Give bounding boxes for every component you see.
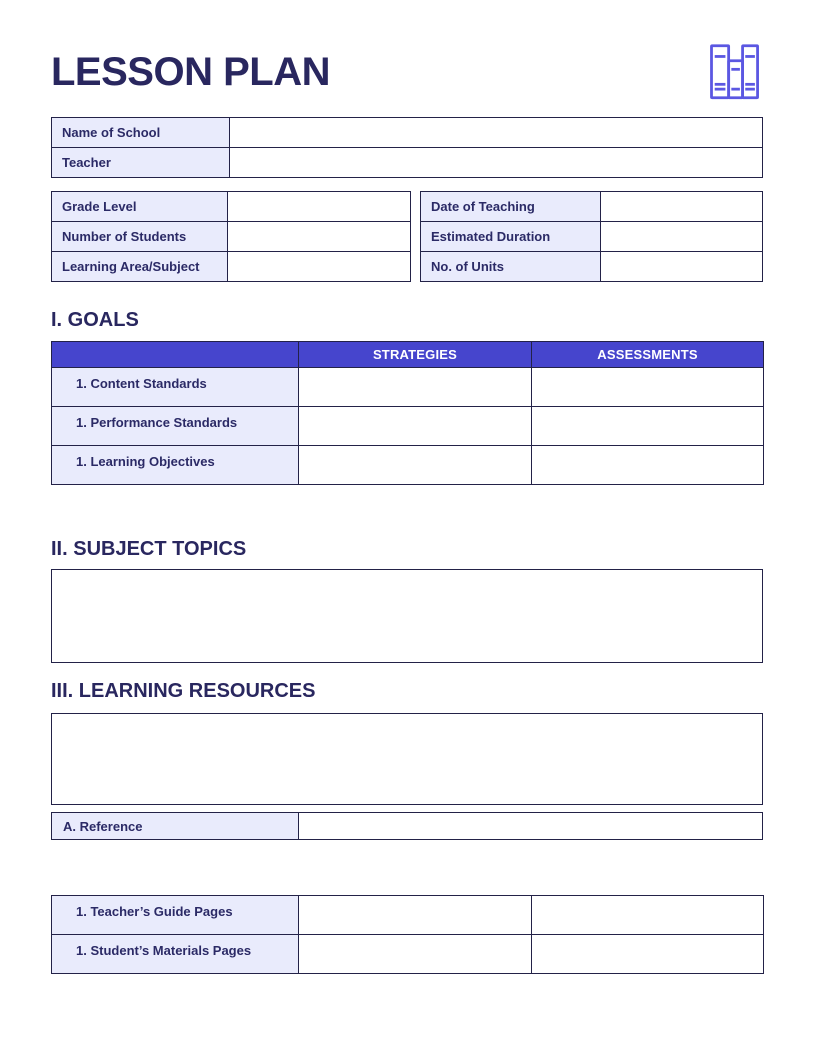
learning-resources-heading: III. LEARNING RESOURCES [51,680,316,702]
goals-heading: I. GOALS [51,309,139,331]
reference-label: A. Reference [52,813,299,840]
name-of-school-value[interactable] [230,118,763,148]
learning-area-label: Learning Area/Subject [52,252,228,282]
performance-standards-label: 1. Performance Standards [52,407,299,446]
table-row [52,368,764,407]
learning-objectives-strategies-cell[interactable] [299,446,532,485]
learning-resources-box[interactable] [51,713,763,805]
teachers-guide-pages-cell-1[interactable] [299,896,532,935]
students-materials-pages-cell-2[interactable] [532,935,764,974]
details-right-table [420,191,763,282]
goals-header-assessments: ASSESSMENTS [532,342,764,368]
table-row [52,446,764,485]
teacher-label: Teacher [52,148,230,178]
details-left-table [51,191,411,282]
learning-area-value[interactable] [228,252,411,282]
table-row [52,118,763,148]
number-of-students-value[interactable] [228,222,411,252]
date-of-teaching-value[interactable] [601,192,763,222]
grade-level-value[interactable] [228,192,411,222]
table-row [421,222,763,252]
date-of-teaching-label: Date of Teaching [421,192,601,222]
goals-header-row [52,342,764,368]
content-standards-label: 1. Content Standards [52,368,299,407]
teacher-value[interactable] [230,148,763,178]
table-row [52,896,764,935]
goals-header-strategies: STRATEGIES [299,342,532,368]
table-row [52,222,411,252]
students-materials-pages-cell-1[interactable] [299,935,532,974]
subject-topics-heading: II. SUBJECT TOPICS [51,538,247,560]
table-row [52,148,763,178]
no-of-units-label: No. of Units [421,252,601,282]
books-icon [704,43,764,106]
reference-value[interactable] [299,813,763,840]
students-materials-pages-label: 1. Student’s Materials Pages [52,935,299,974]
table-row [421,192,763,222]
number-of-students-label: Number of Students [52,222,228,252]
estimated-duration-label: Estimated Duration [421,222,601,252]
table-row [52,813,763,840]
goals-header-empty [52,342,299,368]
learning-objectives-assessments-cell[interactable] [532,446,764,485]
performance-standards-strategies-cell[interactable] [299,407,532,446]
teachers-guide-pages-label: 1. Teacher’s Guide Pages [52,896,299,935]
table-row [52,935,764,974]
learning-objectives-label: 1. Learning Objectives [52,446,299,485]
no-of-units-value[interactable] [601,252,763,282]
teachers-guide-pages-cell-2[interactable] [532,896,764,935]
content-standards-assessments-cell[interactable] [532,368,764,407]
page-title: LESSON PLAN [51,50,330,94]
table-row [421,252,763,282]
school-info-table [51,117,763,178]
reference-table [51,812,763,840]
table-row [52,192,411,222]
goals-table [51,341,764,485]
grade-level-label: Grade Level [52,192,228,222]
subject-topics-box[interactable] [51,569,763,663]
name-of-school-label: Name of School [52,118,230,148]
estimated-duration-value[interactable] [601,222,763,252]
pages-table [51,895,764,974]
performance-standards-assessments-cell[interactable] [532,407,764,446]
content-standards-strategies-cell[interactable] [299,368,532,407]
table-row [52,407,764,446]
table-row [52,252,411,282]
